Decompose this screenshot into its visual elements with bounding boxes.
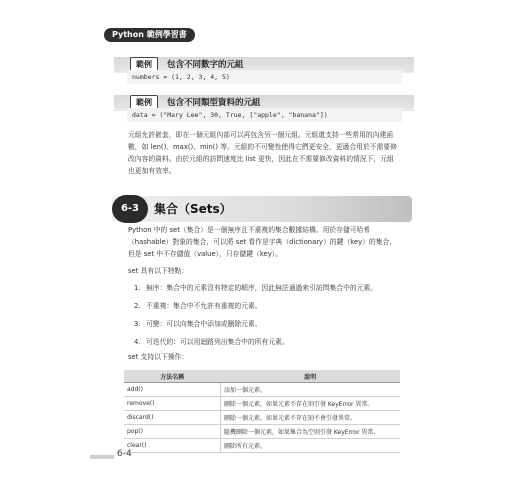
method-description: 刪除所有元素。 [221,439,401,453]
book-title-tab: Python 範例學習書 [104,28,195,42]
method-name: discard() [124,411,221,425]
example-1-title: 包含不同數字的元組 [167,60,244,70]
feature-item [134,297,404,315]
method-description: 隨機刪除一個元素，如果集合為空則引發 KeyError 異常。 [221,425,401,439]
feature-item [134,333,404,351]
features-heading: set 具有以下特點： [128,267,189,275]
feature-number: 1. [134,284,141,292]
example-2-code: data = ("Mary Lee", 30, True, ["apple", "banana"]) [127,108,402,122]
table-row [124,425,400,439]
footer-bar [90,455,114,459]
method-description: 刪除一個元素，如果元素不存在則不會引發異常。 [221,411,401,425]
operations-heading: set 支持以下操作： [128,353,189,361]
method-name: pop() [124,425,221,439]
method-description: 添加一個元素。 [221,383,401,397]
feature-text: 不重複：集合中不允許有重複的元素。 [146,302,262,310]
feature-item [134,279,404,297]
table-row [124,411,400,425]
set-intro-paragraph: Python 中的 set（集合）是一個無序且不重複的集合數據結構。用於存儲可哈希（hashable）對象的集合，可以將 set 看作是字典（dictionary）的鍵（key）的集合，但是 set 中不存儲值（value），只存儲鍵（key）。 [128,226,397,258]
table-row [124,397,400,411]
example-1-code: numbers = (1, 2, 3, 4, 5) [127,70,402,84]
feature-number: 4. [134,338,141,346]
table-header-row [124,370,400,383]
table-row [124,439,400,453]
table-header-description: 說明 [221,370,401,383]
feature-number: 2. [134,302,141,310]
section-title: 集合（Sets） [154,202,232,216]
tuple-summary-paragraph: 元組允許嵌套，即在一個元組內部可以再包含另一個元組。元組還支持一些常用的內建函數，如 len()、max()、min() 等。元組的不可變性使得它們更安全，更適合用於不需要修改內容的資料。由於元組的訪問速度比 list 更快，因此在不需要修改資料的情況下，元組也更加有效率。 [128,131,397,175]
method-name: remove() [124,397,221,411]
feature-text: 可迭代的：可以用迴路列出集合中的所有元素。 [146,338,289,346]
table-row [124,383,400,397]
table-header-method: 方法名稱 [124,370,221,383]
example-2-label: 範例 [130,95,158,111]
feature-text: 可變：可以向集合中添加或刪除元素。 [146,320,262,328]
page-number: 6-4 [117,449,132,459]
feature-item [134,315,404,333]
method-name: add() [124,383,221,397]
feature-text: 無序：集合中的元素沒有特定的順序，因此無法通過索引訪問集合中的元素。 [146,284,378,292]
feature-list [134,279,404,351]
section-number-badge: 6-3 [112,195,148,223]
set-methods-table [124,370,400,453]
method-description: 刪除一個元素，如果元素不存在則引發 KeyError 異常。 [221,397,401,411]
method-name: clear() [124,439,221,453]
example-2-title: 包含不同類型資料的元組 [167,98,261,108]
example-1-label: 範例 [130,57,158,73]
feature-number: 3. [134,320,141,328]
